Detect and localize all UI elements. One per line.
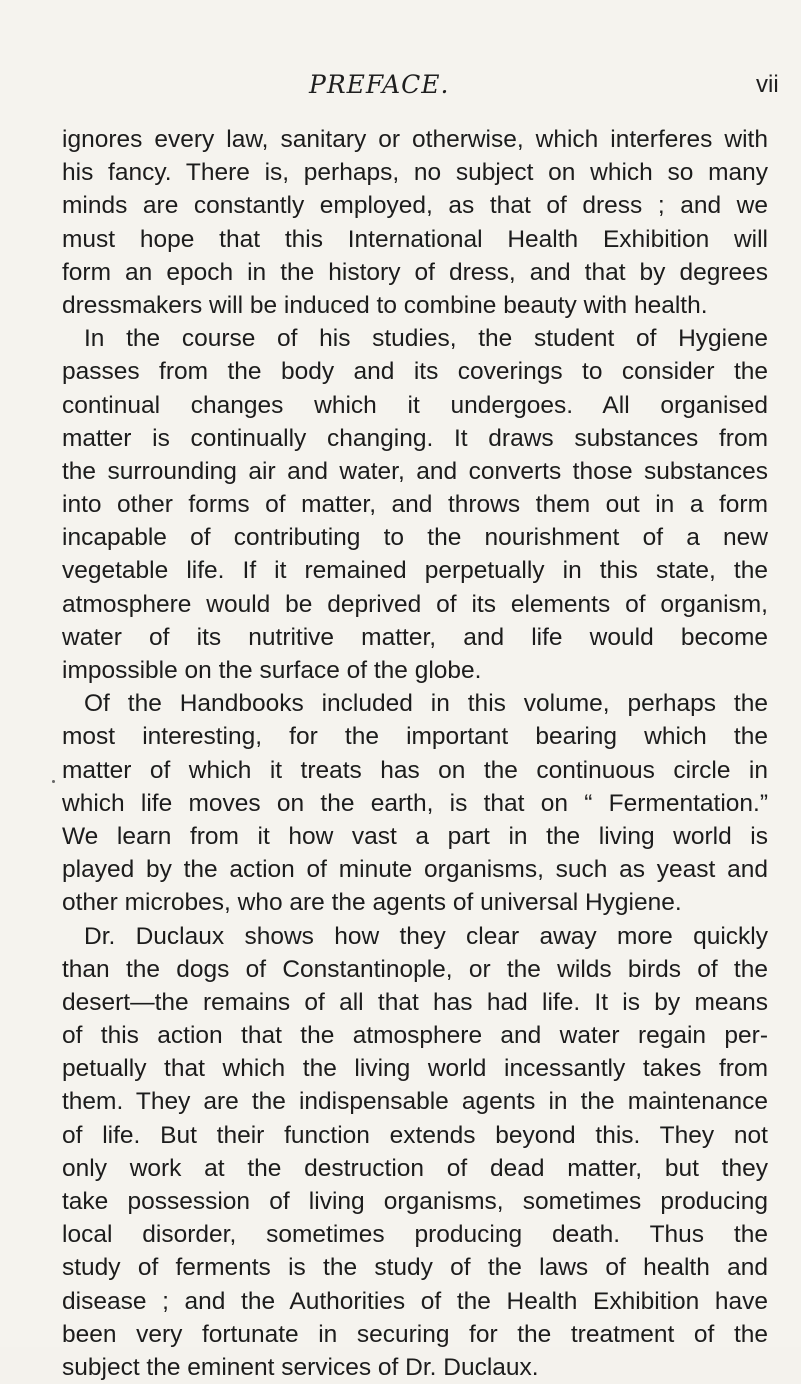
text-line: take possession of living organisms, sometimes producing xyxy=(62,1188,768,1215)
text-line: his fancy. There is, perhaps, no subject on which so many xyxy=(62,159,768,187)
text-line: minds are constantly employed, as that of dress ; and we xyxy=(62,192,768,220)
text-line: most interesting, for the important bearing which the xyxy=(62,723,768,751)
text-line: local disorder, sometimes producing death. Thus the xyxy=(62,1221,768,1249)
paragraph-start-line: Of the Handbooks included in this volume, perhaps the xyxy=(84,690,768,718)
text-line: continual changes which it undergoes. All organised xyxy=(62,391,768,419)
text-line: subject the eminent services of Dr. Duclaux. xyxy=(62,1353,539,1381)
text-line: other microbes, who are the agents of universal Hygiene. xyxy=(62,889,682,917)
text-line: than the dogs of Constantinople, or the wilds birds of the xyxy=(62,955,768,983)
body-text xyxy=(62,123,768,1384)
text-line: them. They are the indispensable agents in the maintenance xyxy=(62,1088,768,1116)
margin-speck xyxy=(52,780,55,783)
paragraph-start-line: In the course of his studies, the student of Hygiene xyxy=(84,325,768,353)
text-line: of this action that the atmosphere and water regain per- xyxy=(62,1022,768,1050)
text-line: study of ferments is the study of the laws of health and xyxy=(62,1254,768,1282)
text-line: passes from the body and its coverings to consider the xyxy=(62,358,768,386)
text-line: matter is continually changing. It draws substances from xyxy=(62,424,768,452)
text-line: We learn from it how vast a part in the living world is xyxy=(62,822,768,850)
text-line: desert—the remains of all that has had life. It is by means xyxy=(62,988,768,1016)
text-line: only work at the destruction of dead matter, but they xyxy=(62,1154,768,1182)
text-line: petually that which the living world incessantly takes from xyxy=(62,1055,768,1083)
text-line: into other forms of matter, and throws them out in a form xyxy=(62,491,768,519)
text-line: impossible on the surface of the globe. xyxy=(62,657,482,684)
text-line: incapable of contributing to the nourishment of a new xyxy=(62,524,768,552)
text-line: form an epoch in the history of dress, and that by degrees xyxy=(62,258,768,286)
text-line: the surrounding air and water, and converts those substances xyxy=(62,457,768,485)
running-title: PREFACE. xyxy=(309,70,450,99)
running-head xyxy=(0,70,801,110)
text-line: disease ; and the Authorities of the Health Exhibition have xyxy=(62,1287,768,1315)
paragraph-start-line: Dr. Duclaux shows how they clear away more quickly xyxy=(84,922,768,950)
page-number: vii xyxy=(756,71,779,98)
text-line: matter of which it treats has on the continuous circle in xyxy=(62,756,768,784)
text-line: which life moves on the earth, is that on “ Fermentation.” xyxy=(62,789,768,817)
text-line: ignores every law, sanitary or otherwise, which interferes with xyxy=(62,126,768,153)
text-line: been very fortunate in securing for the treatment of the xyxy=(62,1320,768,1348)
text-line: water of its nutritive matter, and life would become xyxy=(62,623,768,651)
text-line: of life. But their function extends beyond this. They not xyxy=(62,1121,768,1149)
text-line: vegetable life. If it remained perpetually in this state, the xyxy=(62,557,768,585)
text-line: atmosphere would be deprived of its elements of organism, xyxy=(62,590,768,618)
text-line: played by the action of minute organisms, such as yeast and xyxy=(62,856,768,884)
text-line: must hope that this International Health Exhibition will xyxy=(62,225,768,253)
text-line: dressmakers will be induced to combine beauty with health. xyxy=(62,291,708,319)
